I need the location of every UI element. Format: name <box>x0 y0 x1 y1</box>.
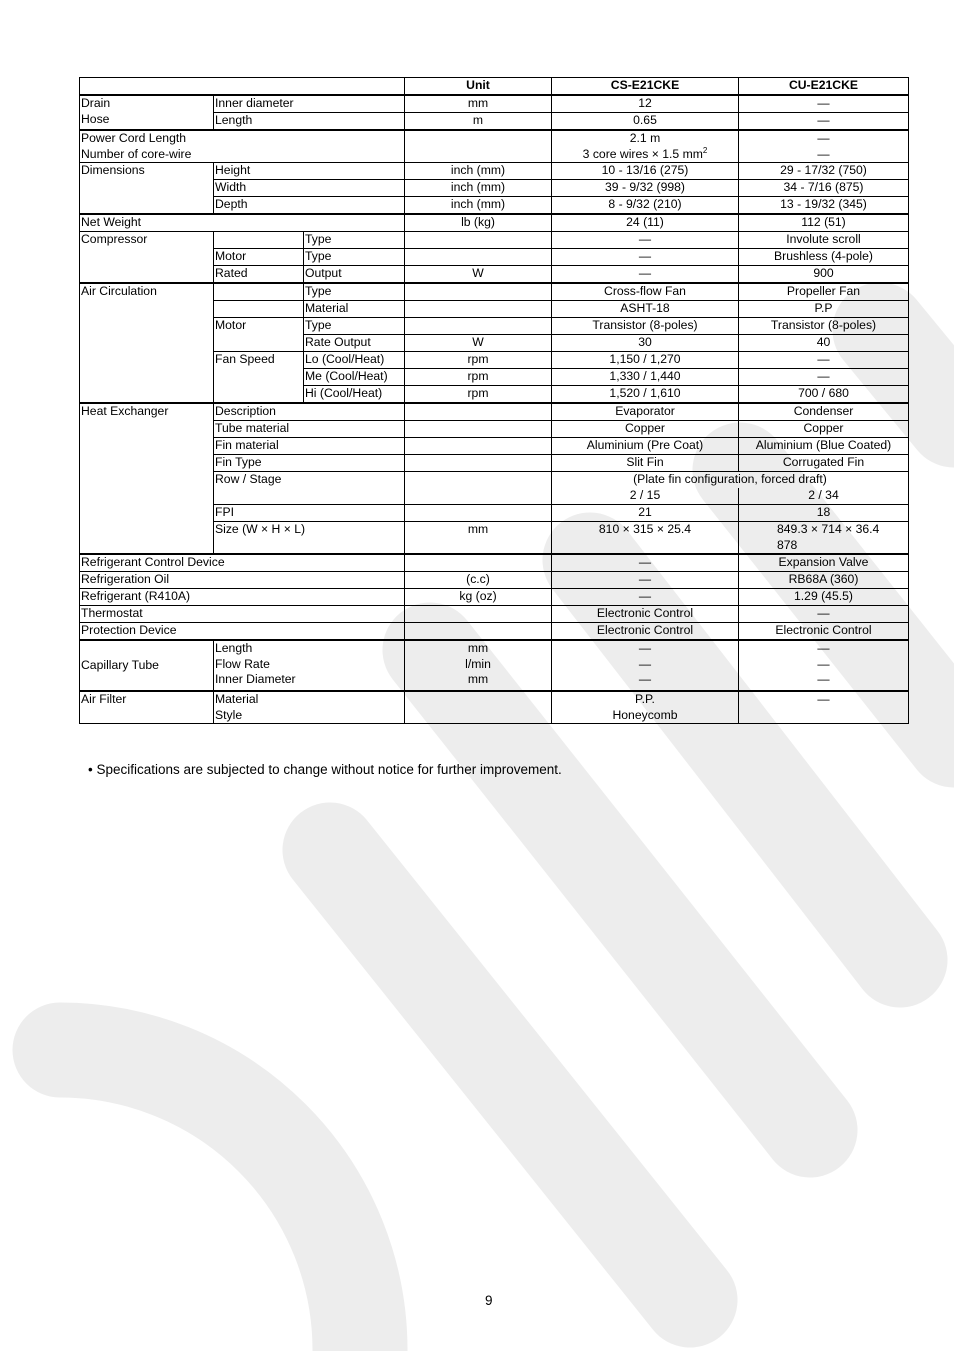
row-sublabel: Type <box>304 283 405 301</box>
table-row <box>80 130 909 163</box>
outdoor-value: 112 (51) <box>739 214 909 232</box>
row-sublabel: Depth <box>214 197 405 215</box>
row-label: Thermostat <box>80 606 405 623</box>
outdoor-value: RB68A (360) <box>739 572 909 589</box>
outdoor-value: 34 - 7/16 (875) <box>739 180 909 197</box>
indoor-value: Cross-flow Fan <box>552 283 739 301</box>
row-sublabel: Material <box>304 301 405 318</box>
indoor-value: 2 / 15 <box>552 488 739 505</box>
row-sublabel: Type <box>304 249 405 266</box>
row-sublabel: Length Flow Rate Inner Diameter <box>214 640 405 691</box>
unit-cell: rpm <box>405 369 552 386</box>
table-row <box>80 589 909 606</box>
row-sublabel: Fan Speed <box>214 352 304 404</box>
outdoor-value: 1.29 (45.5) <box>739 589 909 606</box>
outdoor-value: — <box>739 691 909 724</box>
row-sublabel: Type <box>304 318 405 335</box>
row-label: Power Cord Length Number of core-wire <box>80 130 405 163</box>
row-sublabel <box>214 283 304 301</box>
unit-cell: rpm <box>405 352 552 369</box>
outdoor-value: Brushless (4-pole) <box>739 249 909 266</box>
unit-cell: mm l/min mm <box>405 640 552 691</box>
indoor-value: 12 <box>552 95 739 113</box>
table-row <box>80 214 909 232</box>
row-label: Air Circulation <box>80 283 214 403</box>
table-row <box>80 163 909 180</box>
indoor-value: P.P. Honeycomb <box>552 691 739 724</box>
table-row <box>80 403 909 421</box>
row-sublabel <box>214 301 304 318</box>
row-sublabel: Width <box>214 180 405 197</box>
table-row <box>80 640 909 691</box>
unit-cell <box>405 249 552 266</box>
page-number: 9 <box>485 1293 493 1308</box>
unit-cell <box>405 318 552 335</box>
unit-cell <box>405 301 552 318</box>
unit-cell: lb (kg) <box>405 214 552 232</box>
unit-cell <box>405 623 552 641</box>
row-sublabel: Hi (Cool/Heat) <box>304 386 405 404</box>
indoor-value: — — — <box>552 640 739 691</box>
specification-table <box>79 77 909 724</box>
unit-cell: (c.c) <box>405 572 552 589</box>
indoor-value: 21 <box>552 505 739 522</box>
indoor-value: — <box>552 554 739 572</box>
table-row <box>80 691 909 724</box>
outdoor-value: — — — <box>739 640 909 691</box>
outdoor-value: 40 <box>739 335 909 352</box>
unit-cell: W <box>405 266 552 284</box>
unit-cell <box>405 691 552 724</box>
row-sublabel: Material Style <box>214 691 405 724</box>
specification-note: • Specifications are subjected to change without notice for further improvement. <box>88 762 562 777</box>
row-label: Refrigerant Control Device <box>80 554 405 572</box>
outdoor-value: 700 / 680 <box>739 386 909 404</box>
outdoor-value: 2 / 34 <box>739 488 909 505</box>
unit-cell <box>405 505 552 522</box>
unit-cell <box>405 606 552 623</box>
indoor-value: 10 - 13/16 (275) <box>552 163 739 180</box>
indoor-value: 2.1 m 3 core wires × 1.5 $mm^2$ <box>552 130 739 163</box>
outdoor-value: 849.3 × 714 × 36.4 878 <box>739 522 909 555</box>
outdoor-value: — <box>739 352 909 369</box>
row-sublabel: Tube material <box>214 421 405 438</box>
outdoor-value: Copper <box>739 421 909 438</box>
row-label: Heat Exchanger <box>80 403 214 554</box>
row-sublabel: Rate Output <box>304 335 405 352</box>
row-sublabel: Fin Type <box>214 455 405 472</box>
row-label: Dimensions <box>80 163 214 215</box>
row-label: Refrigeration Oil <box>80 572 405 589</box>
outdoor-value: Expansion Valve <box>739 554 909 572</box>
indoor-value: Slit Fin <box>552 455 739 472</box>
unit-cell: W <box>405 335 552 352</box>
row-sublabel: Lo (Cool/Heat) <box>304 352 405 369</box>
outdoor-value: — — <box>739 130 909 163</box>
row-label: Air Filter <box>80 691 214 724</box>
row-sublabel: Description <box>214 403 405 421</box>
indoor-value: Transistor (8-poles) <box>552 318 739 335</box>
outdoor-value: Aluminium (Blue Coated) <box>739 438 909 455</box>
unit-cell <box>405 472 552 505</box>
outdoor-value: Condenser <box>739 403 909 421</box>
row-sublabel: Fin material <box>214 438 405 455</box>
outdoor-model-header: CU-E21CKE <box>739 78 909 96</box>
indoor-model-header: CS-E21CKE <box>552 78 739 96</box>
unit-cell <box>405 455 552 472</box>
unit-cell: rpm <box>405 386 552 404</box>
unit-cell <box>405 403 552 421</box>
outdoor-value: — <box>739 606 909 623</box>
unit-cell <box>405 283 552 301</box>
indoor-value: — <box>552 249 739 266</box>
indoor-value: 24 (11) <box>552 214 739 232</box>
indoor-value: 0.65 <box>552 113 739 131</box>
unit-cell: inch (mm) <box>405 163 552 180</box>
unit-cell <box>405 421 552 438</box>
row-sublabel: Type <box>304 232 405 249</box>
unit-header: Unit <box>405 78 552 96</box>
outdoor-value: Transistor (8-poles) <box>739 318 909 335</box>
outdoor-value: Propeller Fan <box>739 283 909 301</box>
indoor-value: Aluminium (Pre Coat) <box>552 438 739 455</box>
row-sublabel: Length <box>214 113 405 131</box>
indoor-value: 8 - 9/32 (210) <box>552 197 739 215</box>
outdoor-value: — <box>739 369 909 386</box>
outdoor-value: P.P <box>739 301 909 318</box>
table-row <box>80 283 909 301</box>
unit-cell <box>405 554 552 572</box>
table-row <box>80 554 909 572</box>
indoor-value: Electronic Control <box>552 606 739 623</box>
indoor-value: 30 <box>552 335 739 352</box>
indoor-value: — <box>552 572 739 589</box>
row-label: Drain Hose <box>80 95 214 130</box>
unit-cell <box>405 232 552 249</box>
indoor-value: — <box>552 232 739 249</box>
table-row <box>80 95 909 113</box>
outdoor-value: Corrugated Fin <box>739 455 909 472</box>
indoor-value: 810 × 315 × 25.4 <box>552 522 739 555</box>
outdoor-value: 29 - 17/32 (750) <box>739 163 909 180</box>
indoor-value: 1,150 / 1,270 <box>552 352 739 369</box>
row-sublabel: Inner diameter <box>214 95 405 113</box>
indoor-value: Electronic Control <box>552 623 739 641</box>
indoor-value: — <box>552 589 739 606</box>
indoor-value: 1,520 / 1,610 <box>552 386 739 404</box>
table-row <box>80 232 909 249</box>
outdoor-value: — <box>739 113 909 131</box>
outdoor-value: — <box>739 95 909 113</box>
row-sublabel <box>214 232 304 249</box>
table-header-row <box>80 78 909 96</box>
unit-cell: m <box>405 113 552 131</box>
row-sublabel: FPI <box>214 505 405 522</box>
table-row <box>80 623 909 641</box>
row-sublabel: Motor <box>214 318 304 352</box>
unit-cell <box>405 130 552 163</box>
merged-value: (Plate fin configuration, forced draft) <box>552 472 909 489</box>
unit-cell: inch (mm) <box>405 180 552 197</box>
indoor-value: — <box>552 266 739 284</box>
unit-cell <box>405 438 552 455</box>
row-sublabel: Row / Stage <box>214 472 405 505</box>
indoor-value: Evaporator <box>552 403 739 421</box>
row-label: Protection Device <box>80 623 405 641</box>
unit-cell: inch (mm) <box>405 197 552 215</box>
row-sublabel: Height <box>214 163 405 180</box>
indoor-value: 39 - 9/32 (998) <box>552 180 739 197</box>
table-row <box>80 572 909 589</box>
indoor-value: Copper <box>552 421 739 438</box>
row-label: Net Weight <box>80 214 405 232</box>
outdoor-value: 13 - 19/32 (345) <box>739 197 909 215</box>
indoor-value: ASHT-18 <box>552 301 739 318</box>
unit-cell: mm <box>405 522 552 555</box>
outdoor-value: Electronic Control <box>739 623 909 641</box>
indoor-value: 1,330 / 1,440 <box>552 369 739 386</box>
row-sublabel: Me (Cool/Heat) <box>304 369 405 386</box>
row-sublabel: Size (W × H × L) <box>214 522 405 555</box>
row-label: Capillary Tube <box>80 640 214 691</box>
unit-cell: kg (oz) <box>405 589 552 606</box>
unit-cell: mm <box>405 95 552 113</box>
row-label: Refrigerant (R410A) <box>80 589 405 606</box>
row-sublabel: Rated <box>214 266 304 284</box>
outdoor-value: 18 <box>739 505 909 522</box>
row-sublabel: Motor <box>214 249 304 266</box>
row-label: Compressor <box>80 232 214 284</box>
row-sublabel: Output <box>304 266 405 284</box>
table-row <box>80 606 909 623</box>
outdoor-value: 900 <box>739 266 909 284</box>
outdoor-value: Involute scroll <box>739 232 909 249</box>
